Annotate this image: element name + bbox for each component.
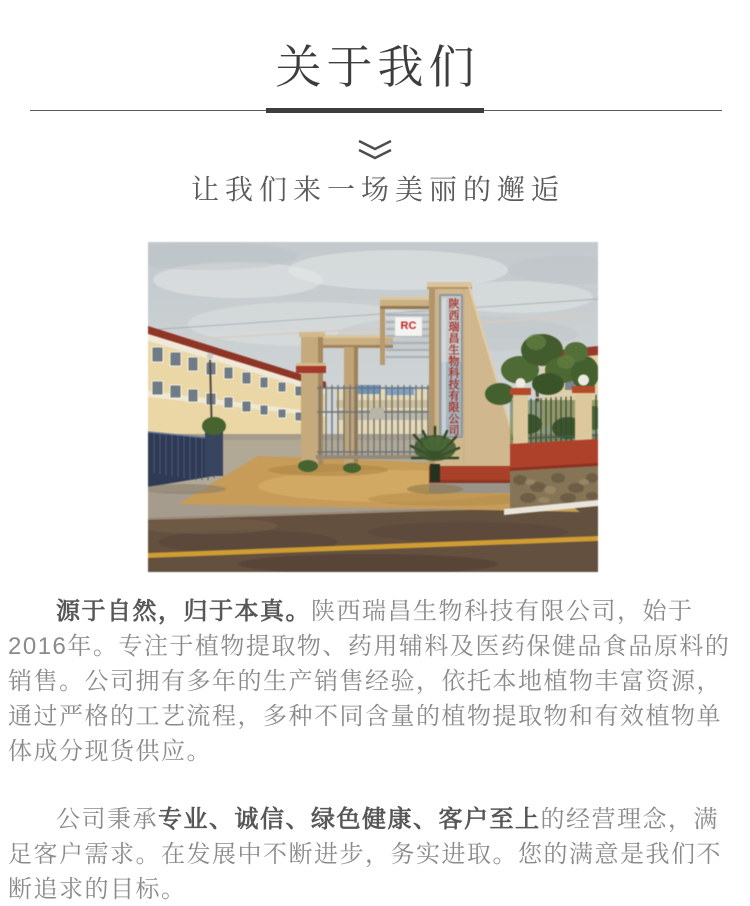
intro-lead-bold: 源于自然，归于本真。	[56, 598, 311, 625]
divider-accent-bar	[266, 108, 484, 113]
page-title: 关于我们	[275, 41, 480, 93]
values-paragraph	[8, 802, 742, 906]
intro-paragraph	[8, 594, 742, 769]
values-suffix: 的经营理念，满足客户需求。在发展中不断进步，务实进取。您的满意是我们不断追求的目标。	[8, 806, 722, 903]
values-prefix: 公司秉承	[56, 806, 158, 833]
company-photo-illustration	[148, 242, 598, 572]
about-header	[0, 0, 750, 205]
intro-body: 陕西瑞昌生物科技有限公司，始于2016年。专注于植物提取物、药用辅料及医药保健品食品原料的销售。公司拥有多年的生产销售经验，依托本地植物丰富资源，通过严格的工艺流程，多种不同含量的植物提取物和有效植物单体成分现货供应。	[8, 598, 731, 765]
double-chevron-down-icon	[0, 139, 750, 161]
section-subtitle: 让我们来一场美丽的邂逅	[190, 174, 565, 205]
company-logo-text: RC	[400, 320, 417, 332]
company-photo	[148, 242, 598, 572]
about-text-section	[8, 594, 742, 906]
gate-sign-vertical-text: 陕西瑞昌生物科技有限公司	[447, 298, 459, 436]
values-bold: 专业、诚信、绿色健康、客户至上	[158, 806, 541, 833]
title-divider	[0, 108, 750, 113]
